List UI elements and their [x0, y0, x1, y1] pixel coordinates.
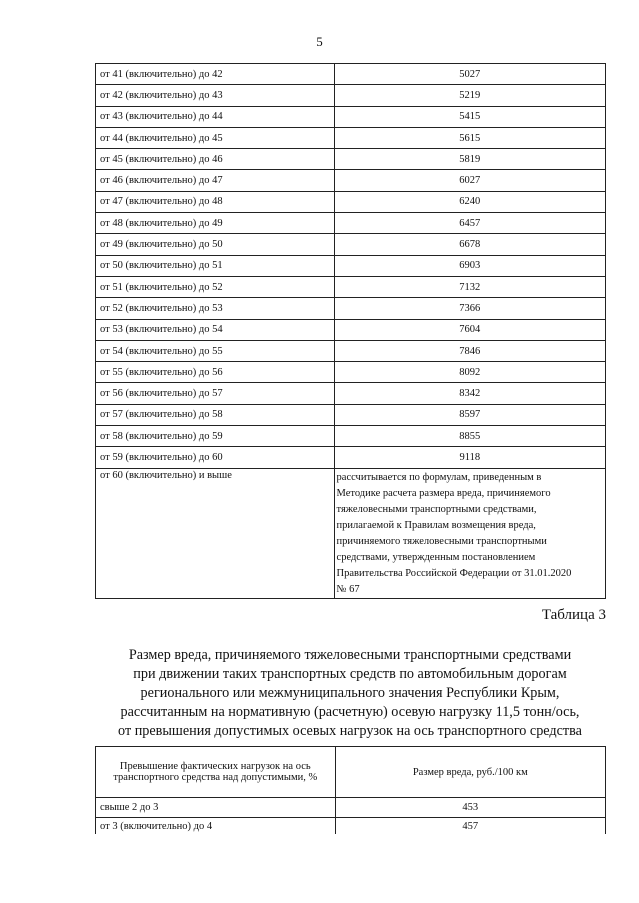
value-cell: 5219 [334, 85, 605, 106]
value-cell: 8342 [334, 383, 605, 404]
value-cell: 5615 [334, 127, 605, 148]
value-cell: 6240 [334, 191, 605, 212]
table-label: Таблица 3 [541, 607, 606, 623]
range-cell: от 49 (включительно) до 50 [96, 234, 335, 255]
table-row [96, 426, 606, 447]
value-cell: 8092 [334, 362, 605, 383]
range-cell: от 43 (включительно) до 44 [96, 106, 335, 127]
value-cell: 5027 [334, 64, 605, 85]
range-cell: от 51 (включительно) до 52 [96, 276, 335, 297]
value-cell: 8597 [334, 404, 605, 425]
damage-table-top-body [96, 64, 606, 599]
value-cell: 8855 [334, 426, 605, 447]
table-row [96, 234, 606, 255]
value-cell: 453 [335, 798, 605, 818]
range-cell: от 45 (включительно) до 46 [96, 149, 335, 170]
table-row [96, 64, 606, 85]
formula-note-line: Методике расчета размера вреда, причиняемого [336, 487, 551, 499]
value-cell: 7846 [334, 340, 605, 361]
range-cell: от 55 (включительно) до 56 [96, 362, 335, 383]
table-row [96, 298, 606, 319]
range-cell: от 60 (включительно) и выше [96, 468, 335, 598]
damage-table-top [95, 63, 606, 599]
table-row [96, 149, 606, 170]
formula-note-line: прилагаемой к Правилам возмещения вреда, [336, 519, 536, 531]
table-row [96, 404, 606, 425]
range-cell: от 42 (включительно) до 43 [96, 85, 335, 106]
formula-note-line: рассчитывается по формулам, приведенным в [336, 471, 542, 483]
formula-note-line: средствами, утвержденным постановлением [336, 551, 536, 563]
value-cell: 6027 [334, 170, 605, 191]
table-row [96, 85, 606, 106]
table-row [96, 798, 606, 818]
table-row [96, 213, 606, 234]
range-cell: от 50 (включительно) до 51 [96, 255, 335, 276]
heading-line: рассчитанным на нормативную (расчетную) осевую нагрузку 11,5 тонн/ось, [120, 704, 580, 720]
formula-note-line: причиняемого тяжеловесными транспортными [336, 535, 547, 547]
range-cell: от 57 (включительно) до 58 [96, 404, 335, 425]
formula-note-line: № 67 [336, 583, 360, 595]
value-cell: 5415 [334, 106, 605, 127]
table-row [96, 818, 606, 835]
formula-note-line: Правительства Российской Федерации от 31.01.2020 [336, 567, 572, 579]
table-row [96, 383, 606, 404]
table-heading [90, 646, 610, 741]
heading-line: от превышения допустимых осевых нагрузок на ось транспортного средства [118, 723, 582, 739]
header-cell-overload [96, 747, 336, 798]
value-cell: 9118 [334, 447, 605, 468]
value-cell: 6678 [334, 234, 605, 255]
header-cell-damage: Размер вреда, руб./100 км [335, 747, 605, 798]
table-header-row [96, 747, 606, 798]
damage-table-bottom [95, 746, 606, 834]
range-cell: от 46 (включительно) до 47 [96, 170, 335, 191]
value-cell: 5819 [334, 149, 605, 170]
range-cell: от 3 (включительно) до 4 [96, 818, 336, 835]
table-row-last [96, 468, 606, 598]
range-cell: от 53 (включительно) до 54 [96, 319, 335, 340]
value-cell: 7132 [334, 276, 605, 297]
range-cell: от 56 (включительно) до 57 [96, 383, 335, 404]
table-row [96, 170, 606, 191]
range-cell: от 47 (включительно) до 48 [96, 191, 335, 212]
range-cell: от 54 (включительно) до 55 [96, 340, 335, 361]
heading-line: регионального или межмуниципального значения Республики Крым, [140, 685, 560, 701]
header-line: транспортного средства над допустимыми, % [113, 772, 318, 783]
range-cell: от 44 (включительно) до 45 [96, 127, 335, 148]
formula-note-line: тяжеловесными транспортными средствами, [336, 503, 537, 515]
range-cell: свыше 2 до 3 [96, 798, 336, 818]
range-cell: от 59 (включительно) до 60 [96, 447, 335, 468]
table-row [96, 447, 606, 468]
value-cell: 7604 [334, 319, 605, 340]
page-number: 5 [316, 34, 323, 49]
value-cell: 7366 [334, 298, 605, 319]
table-row [96, 255, 606, 276]
table-row [96, 191, 606, 212]
table-row [96, 276, 606, 297]
table-row [96, 362, 606, 383]
formula-note-cell [334, 468, 605, 598]
table-row [96, 127, 606, 148]
value-cell: 6457 [334, 213, 605, 234]
table-row [96, 106, 606, 127]
table-row [96, 340, 606, 361]
value-cell: 457 [335, 818, 605, 835]
range-cell: от 41 (включительно) до 42 [96, 64, 335, 85]
heading-line: Размер вреда, причиняемого тяжеловесными транспортными средствами [128, 647, 572, 663]
range-cell: от 58 (включительно) до 59 [96, 426, 335, 447]
header-line: Превышение фактических нагрузок на ось [119, 761, 311, 772]
heading-line: при движении таких транспортных средств по автомобильным дорогам [133, 666, 567, 682]
table-row [96, 319, 606, 340]
range-cell: от 48 (включительно) до 49 [96, 213, 335, 234]
range-cell: от 52 (включительно) до 53 [96, 298, 335, 319]
value-cell: 6903 [334, 255, 605, 276]
